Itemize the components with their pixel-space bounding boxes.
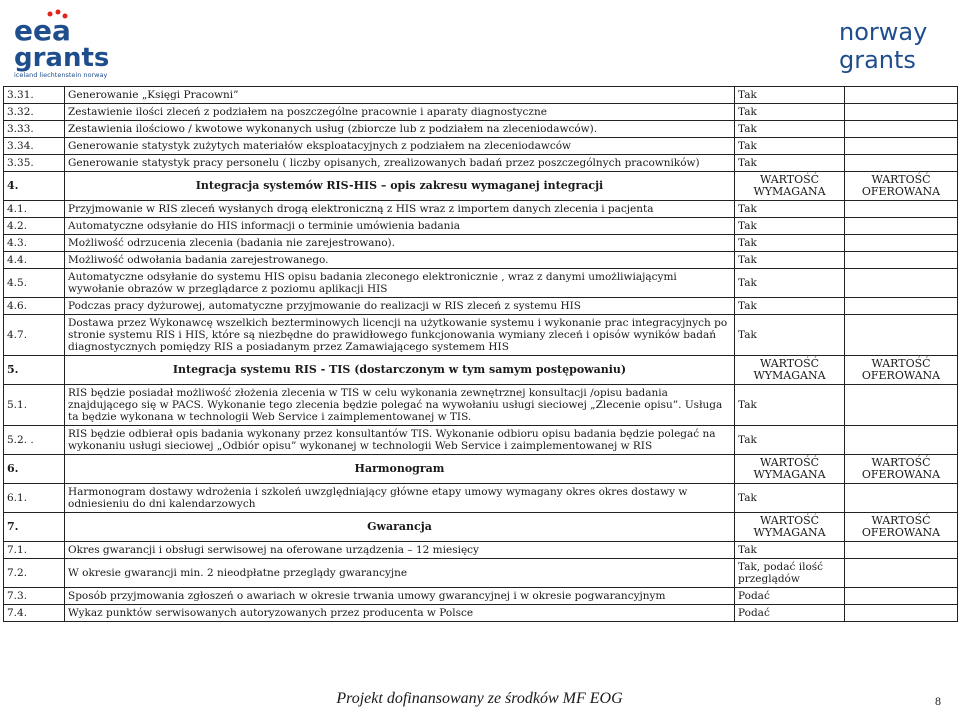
table-row xyxy=(4,426,958,455)
required-value-header: WARTOŚĆ WYMAGANA xyxy=(735,455,845,484)
table-row xyxy=(4,559,958,588)
offered-value-header: WARTOŚĆ OFEROWANA xyxy=(845,172,958,201)
table-row xyxy=(4,542,958,559)
norway-grants-logo xyxy=(837,14,947,74)
section-header-row xyxy=(4,455,958,484)
row-number: 4.2. xyxy=(4,218,65,235)
row-description: Podczas pracy dyżurowej, automatyczne przyjmowanie do realizacji w RIS zleceń z systemu HIS xyxy=(65,298,735,315)
section-number: 7. xyxy=(4,513,65,542)
logo-norway-text: norway xyxy=(839,18,928,46)
table-row xyxy=(4,218,958,235)
required-value-header: WARTOŚĆ WYMAGANA xyxy=(735,172,845,201)
row-number: 7.4. xyxy=(4,605,65,622)
required-value-header: WARTOŚĆ WYMAGANA xyxy=(735,356,845,385)
logo-tagline: iceland liechtenstein norway xyxy=(14,71,108,79)
row-required-value: Tak xyxy=(735,385,845,426)
row-number: 4.6. xyxy=(4,298,65,315)
row-offered-value xyxy=(845,542,958,559)
row-offered-value xyxy=(845,315,958,356)
table-row xyxy=(4,298,958,315)
row-offered-value xyxy=(845,605,958,622)
row-required-value: Tak xyxy=(735,252,845,269)
row-description: Automatyczne odsyłanie do systemu HIS opisu badania zleconego elektronicznie , wraz z danymi umożliwiającymi wywołanie obrazów w przeglądarce z poziomu aplikacji HIS xyxy=(65,269,735,298)
row-description: Automatyczne odsyłanie do HIS informacji o terminie umówienia badania xyxy=(65,218,735,235)
row-number: 4.5. xyxy=(4,269,65,298)
section-title: Integracja systemów RIS-HIS – opis zakresu wymaganej integracji xyxy=(65,172,735,201)
row-number: 4.7. xyxy=(4,315,65,356)
table-row xyxy=(4,252,958,269)
row-number: 3.34. xyxy=(4,138,65,155)
row-required-value: Tak, podać ilość przeglądów xyxy=(735,559,845,588)
table-row xyxy=(4,588,958,605)
row-number: 7.3. xyxy=(4,588,65,605)
row-required-value: Tak xyxy=(735,201,845,218)
row-required-value: Tak xyxy=(735,155,845,172)
table-row xyxy=(4,605,958,622)
logo-grants-text: grants xyxy=(14,43,110,73)
row-description: Wykaz punktów serwisowanych autoryzowanych przez producenta w Polsce xyxy=(65,605,735,622)
row-description: Generowanie statystyk zużytych materiałów eksploatacyjnych z podziałem na zleceniodawców xyxy=(65,138,735,155)
section-header-row xyxy=(4,172,958,201)
page-number: 8 xyxy=(935,694,941,708)
row-description: Generowanie „Księgi Pracowni” xyxy=(65,87,735,104)
row-required-value: Tak xyxy=(735,426,845,455)
row-offered-value xyxy=(845,559,958,588)
row-offered-value xyxy=(845,269,958,298)
table-row xyxy=(4,201,958,218)
row-required-value: Podać xyxy=(735,588,845,605)
row-offered-value xyxy=(845,87,958,104)
row-description: Zestawienie ilości zleceń z podziałem na poszczególne pracownie i aparaty diagnostyczne xyxy=(65,104,735,121)
row-number: 4.3. xyxy=(4,235,65,252)
row-offered-value xyxy=(845,298,958,315)
offered-value-header: WARTOŚĆ OFEROWANA xyxy=(845,513,958,542)
row-description: Generowanie statystyk pracy personelu ( liczby opisanych, zrealizowanych badań przez poszczególnych pracowników) xyxy=(65,155,735,172)
row-required-value: Tak xyxy=(735,121,845,138)
row-offered-value xyxy=(845,252,958,269)
row-description: Harmonogram dostawy wdrożenia i szkoleń uwzględniający główne etapy umowy wymagany okres okres dostawy w odniesieniu do dni kalendarzowych xyxy=(65,484,735,513)
row-description: Zestawienia ilościowo / kwotowe wykonanych usług (zbiorcze lub z podziałem na zleceniodawców). xyxy=(65,121,735,138)
row-offered-value xyxy=(845,121,958,138)
row-number: 3.32. xyxy=(4,104,65,121)
row-offered-value xyxy=(845,104,958,121)
table-row xyxy=(4,269,958,298)
row-required-value: Tak xyxy=(735,298,845,315)
eea-grants-logo xyxy=(12,8,122,80)
row-offered-value xyxy=(845,201,958,218)
required-value-header: WARTOŚĆ WYMAGANA xyxy=(735,513,845,542)
row-required-value: Tak xyxy=(735,484,845,513)
logo-grants-right-text: grants xyxy=(839,46,916,74)
row-number: 7.2. xyxy=(4,559,65,588)
row-description: Okres gwarancji i obsługi serwisowej na oferowane urządzenia – 12 miesięcy xyxy=(65,542,735,559)
row-required-value: Tak xyxy=(735,269,845,298)
row-offered-value xyxy=(845,235,958,252)
row-number: 4.4. xyxy=(4,252,65,269)
row-offered-value xyxy=(845,218,958,235)
row-number: 3.31. xyxy=(4,87,65,104)
section-number: 4. xyxy=(4,172,65,201)
table-row xyxy=(4,104,958,121)
requirements-table xyxy=(3,86,958,622)
row-number: 5.1. xyxy=(4,385,65,426)
row-description: Przyjmowanie w RIS zleceń wysłanych drogą elektroniczną z HIS wraz z importem danych zlecenia i pacjenta xyxy=(65,201,735,218)
row-offered-value xyxy=(845,385,958,426)
row-required-value: Tak xyxy=(735,138,845,155)
table-row xyxy=(4,484,958,513)
footer-text: Projekt dofinansowany ze środków MF EOG xyxy=(336,690,623,707)
row-offered-value xyxy=(845,138,958,155)
table-row xyxy=(4,315,958,356)
row-required-value: Tak xyxy=(735,104,845,121)
row-offered-value xyxy=(845,426,958,455)
row-number: 5.2. . xyxy=(4,426,65,455)
logo-eea-text: eea xyxy=(14,14,71,47)
row-description: Możliwość odwołania badania zarejestrowanego. xyxy=(65,252,735,269)
section-number: 6. xyxy=(4,455,65,484)
row-description: Możliwość odrzucenia zlecenia (badania nie zarejestrowano). xyxy=(65,235,735,252)
row-required-value: Tak xyxy=(735,315,845,356)
row-required-value: Tak xyxy=(735,235,845,252)
row-number: 3.35. xyxy=(4,155,65,172)
row-required-value: Tak xyxy=(735,542,845,559)
section-title: Harmonogram xyxy=(65,455,735,484)
row-number: 4.1. xyxy=(4,201,65,218)
section-header-row xyxy=(4,356,958,385)
table-row xyxy=(4,87,958,104)
row-offered-value xyxy=(845,588,958,605)
table-row xyxy=(4,138,958,155)
row-number: 6.1. xyxy=(4,484,65,513)
row-description: W okresie gwarancji min. 2 nieodpłatne przeglądy gwarancyjne xyxy=(65,559,735,588)
table-row xyxy=(4,121,958,138)
table-row xyxy=(4,155,958,172)
row-description: Dostawa przez Wykonawcę wszelkich bezterminowych licencji na użytkowanie systemu i wykonanie prac integracyjnych po stronie systemu RIS i HIS, które są niezbędne do prawidłowego funkcjonowania wymiany zleceń i opisów wyników badań diagnostycznych pomiędzy RIS a posiadanym przez Zamawiającego systemem HIS xyxy=(65,315,735,356)
row-required-value: Podać xyxy=(735,605,845,622)
row-offered-value xyxy=(845,484,958,513)
offered-value-header: WARTOŚĆ OFEROWANA xyxy=(845,356,958,385)
row-description: RIS będzie posiadał możliwość złożenia zlecenia w TIS w celu wykonania zewnętrznej konsultacji /opisu badania znajdującego się w PACS. Wykonanie tego zlecenia będzie polegać na wywołaniu usługi sieciowej „Zlecenie opisu”. Usługa ta będzie wykonana w technologii Web Service i zaimplementowanej w TIS. xyxy=(65,385,735,426)
row-number: 3.33. xyxy=(4,121,65,138)
section-title: Integracja systemu RIS - TIS (dostarczonym w tym samym postępowaniu) xyxy=(65,356,735,385)
row-required-value: Tak xyxy=(735,218,845,235)
table-row xyxy=(4,235,958,252)
section-number: 5. xyxy=(4,356,65,385)
row-number: 7.1. xyxy=(4,542,65,559)
row-offered-value xyxy=(845,155,958,172)
row-required-value: Tak xyxy=(735,87,845,104)
row-description: RIS będzie odbierał opis badania wykonany przez konsultantów TIS. Wykonanie odbioru opisu badania będzie polegać na wykonaniu usługi sieciowej „Odbiór opisu” wykonanej w technologii Web Service i zaimplementowanej w RIS xyxy=(65,426,735,455)
row-description: Sposób przyjmowania zgłoszeń o awariach w okresie trwania umowy gwarancyjnej i w okresie pogwarancyjnym xyxy=(65,588,735,605)
offered-value-header: WARTOŚĆ OFEROWANA xyxy=(845,455,958,484)
section-header-row xyxy=(4,513,958,542)
table-row xyxy=(4,385,958,426)
section-title: Gwarancja xyxy=(65,513,735,542)
